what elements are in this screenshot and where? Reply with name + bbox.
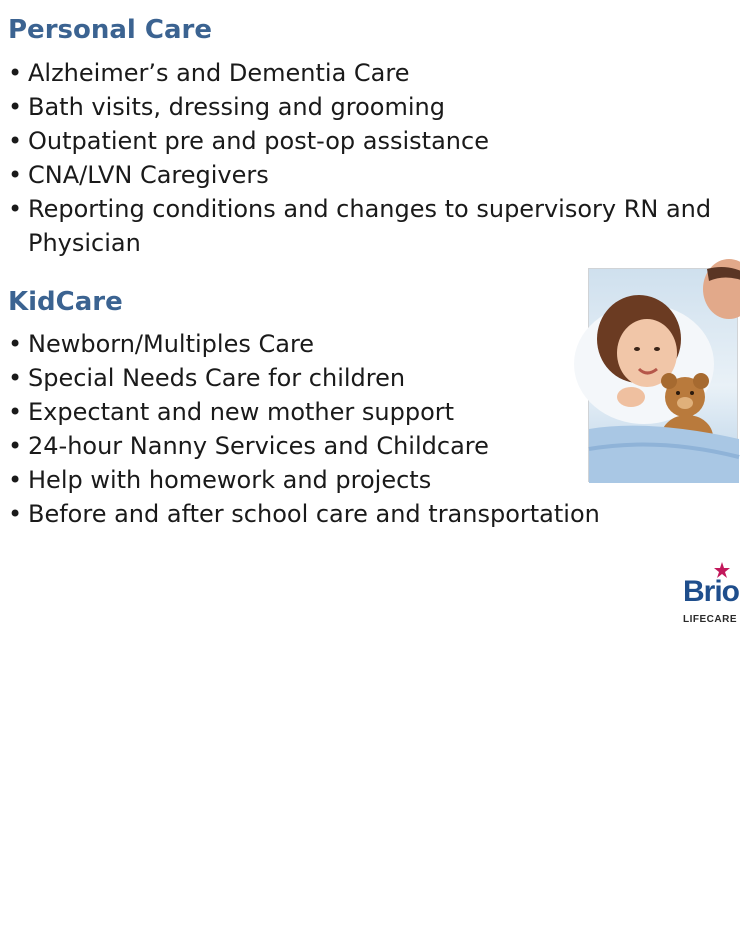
bullet-icon: •	[8, 161, 23, 189]
list-item: • Expectant and new mother support	[8, 395, 600, 429]
list-item: • Outpatient pre and post-op assistance	[8, 124, 711, 158]
bullet-icon: •	[8, 364, 23, 392]
logo-wordmark: Brio	[683, 575, 739, 608]
bullet-icon: •	[8, 398, 23, 426]
kidcare-list	[8, 327, 600, 531]
list-item: • Alzheimer’s and Dementia Care	[8, 56, 711, 90]
logo-tagline: LIFECARE	[683, 614, 737, 625]
bullet-icon: •	[8, 127, 23, 155]
bullet-icon: •	[8, 195, 23, 223]
list-item: • Reporting conditions and changes to supervisory RN and	[8, 192, 711, 226]
personal-care-list	[8, 56, 711, 260]
list-item: • Before and after school care and transportation	[8, 497, 600, 531]
bullet-icon: •	[8, 93, 23, 121]
list-item: • Special Needs Care for children	[8, 361, 600, 395]
child-with-teddy-bear-photo	[588, 268, 738, 482]
list-item: • CNA/LVN Caregivers	[8, 158, 711, 192]
bullet-icon: •	[8, 500, 23, 528]
bullet-icon: •	[8, 59, 23, 87]
brio-logo	[680, 562, 740, 632]
list-item: • Newborn/Multiples Care	[8, 327, 600, 361]
bullet-icon: •	[8, 466, 23, 494]
bullet-icon: •	[8, 432, 23, 460]
bullet-icon: •	[8, 330, 23, 358]
list-item: • 24-hour Nanny Services and Childcare	[8, 429, 600, 463]
kidcare-heading: KidCare	[8, 287, 123, 317]
list-item-continuation: Physician	[28, 229, 141, 257]
list-item: • Bath visits, dressing and grooming	[8, 90, 711, 124]
list-item: • Help with homework and projects	[8, 463, 600, 497]
personal-care-heading: Personal Care	[8, 15, 212, 45]
